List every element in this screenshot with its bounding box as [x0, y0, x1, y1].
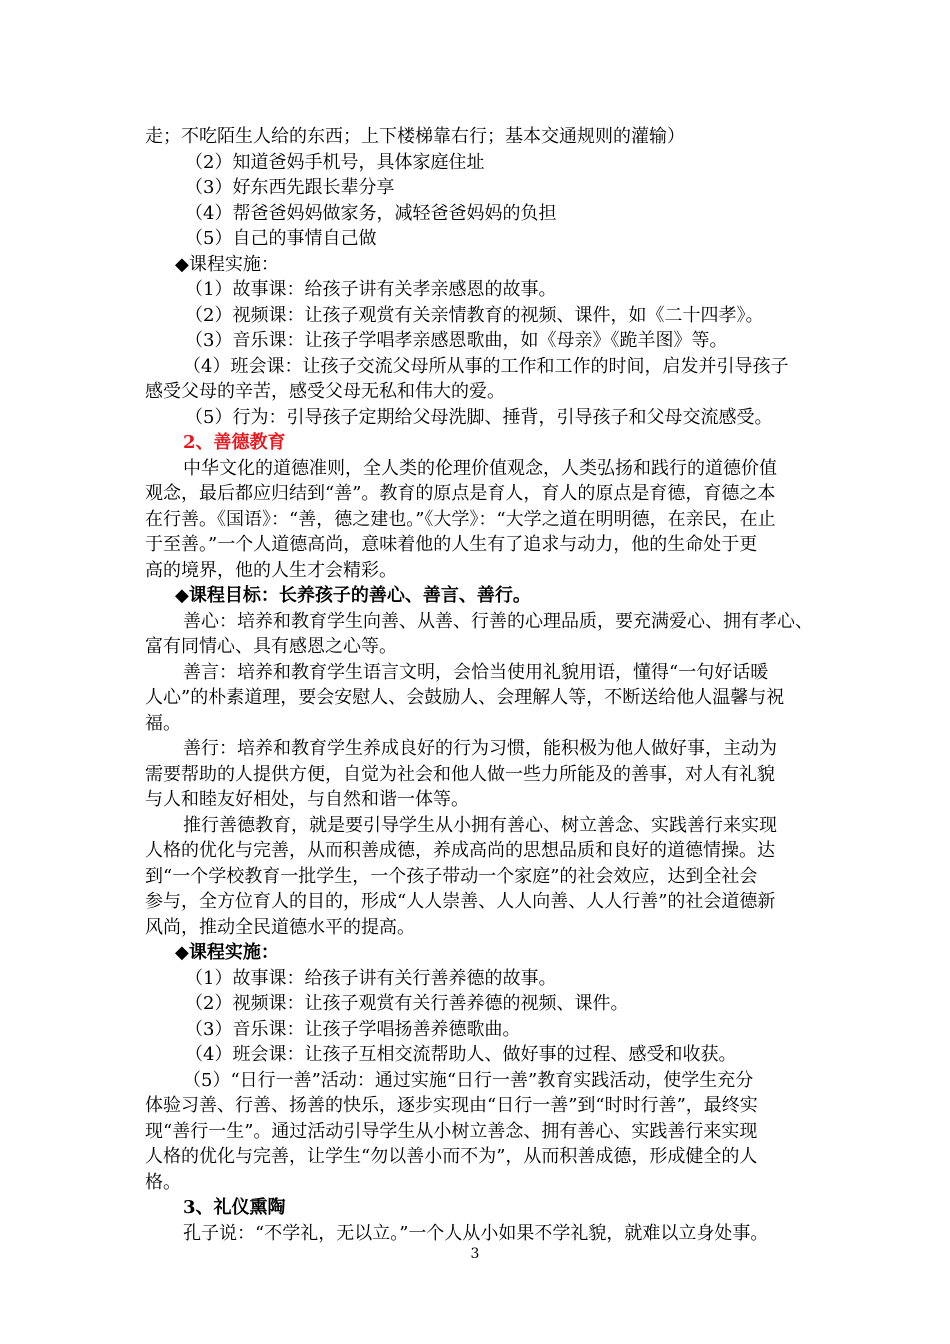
text-line: 人格的优化与完善，让学生“勿以善小而不为”，从而积善成德，形成健全的人: [145, 1146, 758, 1167]
text-line: 福。: [145, 712, 181, 734]
text-line: （3）音乐课：让孩子学唱孝亲感恩歌曲，如《母亲》《跪羊图》等。: [185, 330, 728, 351]
text-line: 善行：培养和教育学生养成良好的行为习惯，能积极为他人做好事，主动为: [183, 738, 777, 759]
text-line: 与人和睦友好相处，与自然和谐一体等。: [145, 789, 469, 810]
text-line: （1）故事课：给孩子讲有关行善养德的故事。: [185, 967, 557, 989]
text-line: 参与，全方位育人的目的，形成“人人崇善、人人向善、人人行善”的社会道德新: [145, 891, 776, 912]
page-number: 3: [470, 1246, 480, 1262]
section-title: 2、善德教育: [183, 432, 286, 453]
text-line: （2）视频课：让孩子观赏有关行善养德的视频、课件。: [185, 993, 629, 1014]
text-line: 人心”的朴素道理，要会安慰人、会鼓励人、会理解人等，不断送给他人温馨与祝: [145, 687, 785, 708]
text-line: （5）“日行一善”活动：通过实施“日行一善”教育实践活动，使学生充分: [183, 1069, 754, 1091]
text-line: （5）行为：引导孩子定期给父母洗脚、捶背，引导孩子和父母交流感受。: [185, 406, 773, 428]
text-line: 到“一个学校教育一批学生，一个孩子带动一个家庭”的社会效应，达到全社会: [145, 865, 758, 887]
section-heading: ◆课程目标：长养孩子的善心、善言、善行。: [175, 585, 531, 606]
text-line: 孔子说：“不学礼，无以立。”一个人从小如果不学礼貌，就难以立身处事。: [183, 1222, 769, 1244]
text-line: 感受父母的辛苦，感受父母无私和伟大的爱。: [145, 381, 505, 402]
text-line: （2）知道爸妈手机号，具体家庭住址: [185, 151, 485, 173]
text-line: 善言：培养和教育学生语言文明，会恰当使用礼貌用语，懂得“一句好话暖: [183, 661, 769, 683]
text-line: （3）好东西先跟长辈分享: [185, 177, 395, 198]
text-line: 于至善。”一个人道德高尚，意味着他的人生有了追求与动力，他的生命处于更: [145, 534, 758, 555]
text-line: （2）视频课：让孩子观赏有关亲情教育的视频、课件，如《二十四孝》。: [185, 304, 764, 326]
text-line: 富有同情心、具有感恩之心等。: [145, 636, 397, 657]
text-line: 推行善德教育，就是要引导学生从小拥有善心、树立善念、实践善行来实现: [183, 814, 777, 836]
text-line: 现“善行一生”。通过活动引导学生从小树立善念、拥有善心、实践善行来实现: [145, 1120, 758, 1142]
section-heading: ◆课程实施：: [175, 942, 279, 963]
section-title: 3、礼仪熏陶: [183, 1197, 286, 1218]
text-line: 观念，最后都应归结到“善”。教育的原点是育人，育人的原点是育德，育德之本: [145, 483, 776, 504]
text-line: （5）自己的事情自己做: [185, 228, 377, 249]
text-line: （4）班会课：让孩子交流父母所从事的工作和工作的时间，启发并引导孩子: [183, 355, 789, 377]
text-line: （1）故事课：给孩子讲有关孝亲感恩的故事。: [185, 279, 557, 300]
text-line: 需要帮助的人提供方便，自觉为社会和他人做一些力所能及的善事，对人有礼貌: [145, 763, 775, 785]
text-line: 善心：培养和教育学生向善、从善、行善的心理品质，要充满爱心、拥有孝心、: [183, 610, 813, 632]
text-line: （4）帮爸爸妈妈做家务，减轻爸爸妈妈的负担: [185, 202, 557, 224]
text-line: 走；不吃陌生人给的东西；上下楼梯靠右行；基本交通规则的灌输）: [145, 126, 685, 147]
text-line: 在行善。《国语》：“善，德之建也。”《大学》：“大学之道在明明德，在亲民，在止: [145, 508, 776, 530]
text-line: 格。: [145, 1171, 181, 1193]
text-line: 人格的优化与完善，从而积善成德，养成高尚的思想品质和良好的道德情操。达: [145, 840, 775, 861]
text-line: （4）班会课：让孩子互相交流帮助人、做好事的过程、感受和收获。: [185, 1044, 737, 1065]
text-line: 高的境界，他的人生才会精彩。: [145, 559, 397, 581]
text-line: 风尚，推动全民道德水平的提高。: [145, 916, 415, 938]
text-line: 中华文化的道德准则，全人类的伦理价值观念，人类弘扬和践行的道德价值: [183, 457, 777, 479]
section-heading: ◆课程实施：: [175, 253, 279, 275]
text-line: （3）音乐课：让孩子学唱扬善养德歌曲。: [185, 1018, 521, 1040]
text-line: 体验习善、行善、扬善的快乐，逐步实现由“日行一善”到“时时行善”，最终实: [145, 1095, 758, 1116]
